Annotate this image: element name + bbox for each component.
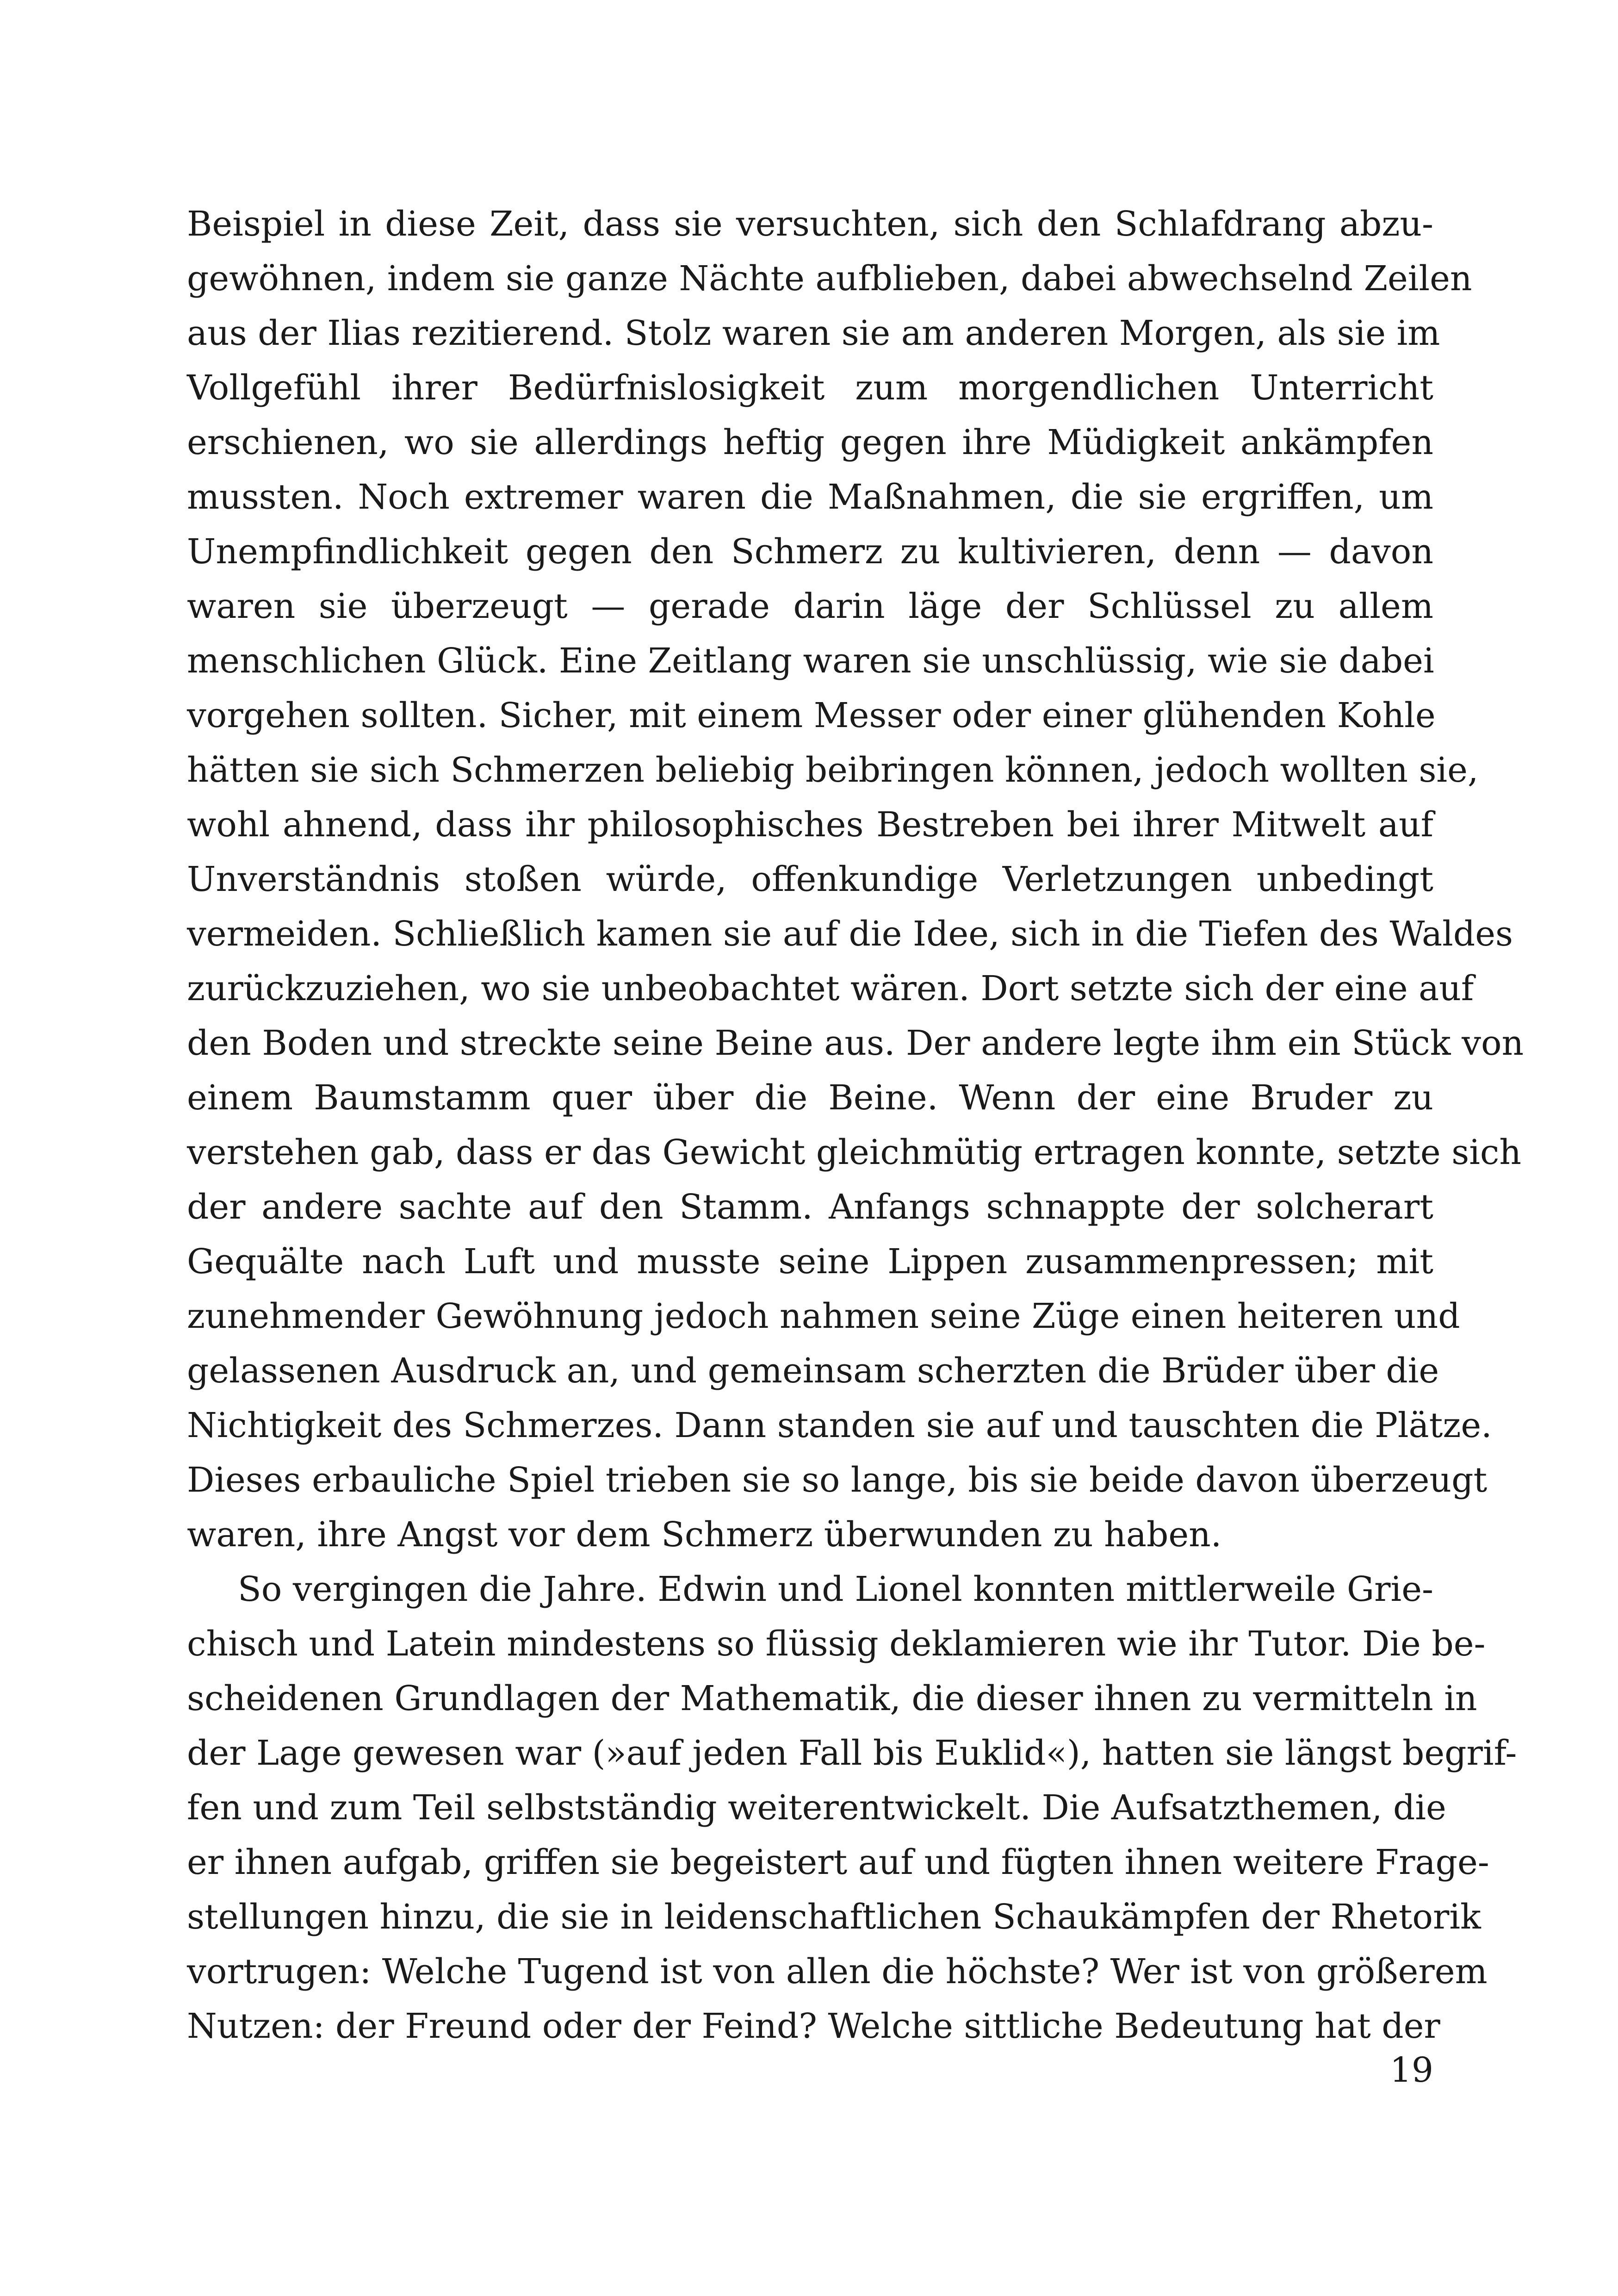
text-line: aus der Ilias rezitierend. Stolz waren sie am anderen Morgen, als sie im <box>187 313 1440 353</box>
paragraph <box>187 1562 1517 2053</box>
text-line: vorgehen sollten. Sicher, mit einem Messer oder einer glühenden Kohle <box>187 696 1436 735</box>
text-line: Dieses erbauliche Spiel trieben sie so lange, bis sie beide davon überzeugt <box>187 1460 1488 1500</box>
text-line: waren sie überzeugt — gerade darin läge der Schlüssel zu allem <box>187 586 1433 626</box>
text-line: Unverständnis stoßen würde, offenkundige Verletzungen unbedingt <box>187 859 1433 899</box>
text-line: So vergingen die Jahre. Edwin und Lionel konnten mittlerweile Grie- <box>238 1569 1433 1609</box>
text-line: erschienen, wo sie allerdings heftig gegen ihre Müdigkeit ankämpfen <box>187 423 1433 462</box>
text-line: scheidenen Grundlagen der Mathematik, die dieser ihnen zu vermitteln in <box>187 1679 1477 1718</box>
text-line: wohl ahnend, dass ihr philosophisches Bestreben bei ihrer Mitwelt auf <box>187 805 1433 845</box>
text-line: vermeiden. Schließlich kamen sie auf die Idee, sich in die Tiefen des Waldes <box>187 914 1513 954</box>
text-line: waren, ihre Angst vor dem Schmerz überwunden zu haben. <box>187 1515 1222 1555</box>
text-line: Nutzen: der Freund oder der Feind? Welche sittliche Bedeutung hat der <box>187 2006 1440 2046</box>
text-line: chisch und Latein mindestens so flüssig deklamieren wie ihr Tutor. Die be- <box>187 1624 1486 1664</box>
page-number: 19 <box>1389 2050 1433 2090</box>
text-line: Gequälte nach Luft und musste seine Lippen zusammenpressen; mit <box>187 1242 1433 1282</box>
text-line: Vollgefühl ihrer Bedürfnislosigkeit zum morgendlichen Unterricht <box>187 368 1433 408</box>
text-line: der Lage gewesen war (»auf jeden Fall bis Euklid«), hatten sie längst begrif- <box>187 1733 1517 1773</box>
text-line: zurückzuziehen, wo sie unbeobachtet wären. Dort setzte sich der eine auf <box>187 969 1474 1008</box>
paragraph <box>187 197 1524 1562</box>
text-line: hätten sie sich Schmerzen beliebig beibringen können, jedoch wollten sie, <box>187 750 1479 790</box>
text-line: verstehen gab, dass er das Gewicht gleichmütig ertragen konnte, setzte sich <box>187 1132 1521 1172</box>
text-line: fen und zum Teil selbstständig weiterentwickelt. Die Aufsatzthemen, die <box>187 1788 1446 1828</box>
text-line: gelassenen Ausdruck an, und gemeinsam scherzten die Brüder über die <box>187 1351 1439 1391</box>
text-line: Unempfindlichkeit gegen den Schmerz zu kultivieren, denn — davon <box>187 532 1433 572</box>
text-line: mussten. Noch extremer waren die Maßnahmen, die sie ergriffen, um <box>187 477 1433 517</box>
text-line: zunehmender Gewöhnung jedoch nahmen seine Züge einen heiteren und <box>187 1296 1460 1336</box>
body-text <box>187 197 1524 2053</box>
text-line: einem Baumstamm quer über die Beine. Wenn der eine Bruder zu <box>187 1078 1433 1118</box>
text-line: der andere sachte auf den Stamm. Anfangs schnappte der solcherart <box>187 1187 1433 1227</box>
text-line: stellungen hinzu, die sie in leidenschaftlichen Schaukämpfen der Rhetorik <box>187 1897 1481 1937</box>
text-line: den Boden und streckte seine Beine aus. Der andere legte ihm ein Stück von <box>187 1023 1524 1063</box>
text-line: vortrugen: Welche Tugend ist von allen die höchste? Wer ist von größerem <box>187 1952 1488 1991</box>
text-line: Beispiel in diese Zeit, dass sie versuchten, sich den Schlafdrang abzu- <box>187 204 1433 244</box>
text-line: gewöhnen, indem sie ganze Nächte aufblieben, dabei abwechselnd Zeilen <box>187 259 1472 299</box>
text-line: er ihnen aufgab, griffen sie begeistert auf und fügten ihnen weitere Frage- <box>187 1842 1489 1882</box>
text-line: menschlichen Glück. Eine Zeitlang waren sie unschlüssig, wie sie dabei <box>187 641 1434 681</box>
text-line: Nichtigkeit des Schmerzes. Dann standen sie auf und tauschten die Plätze. <box>187 1406 1492 1445</box>
